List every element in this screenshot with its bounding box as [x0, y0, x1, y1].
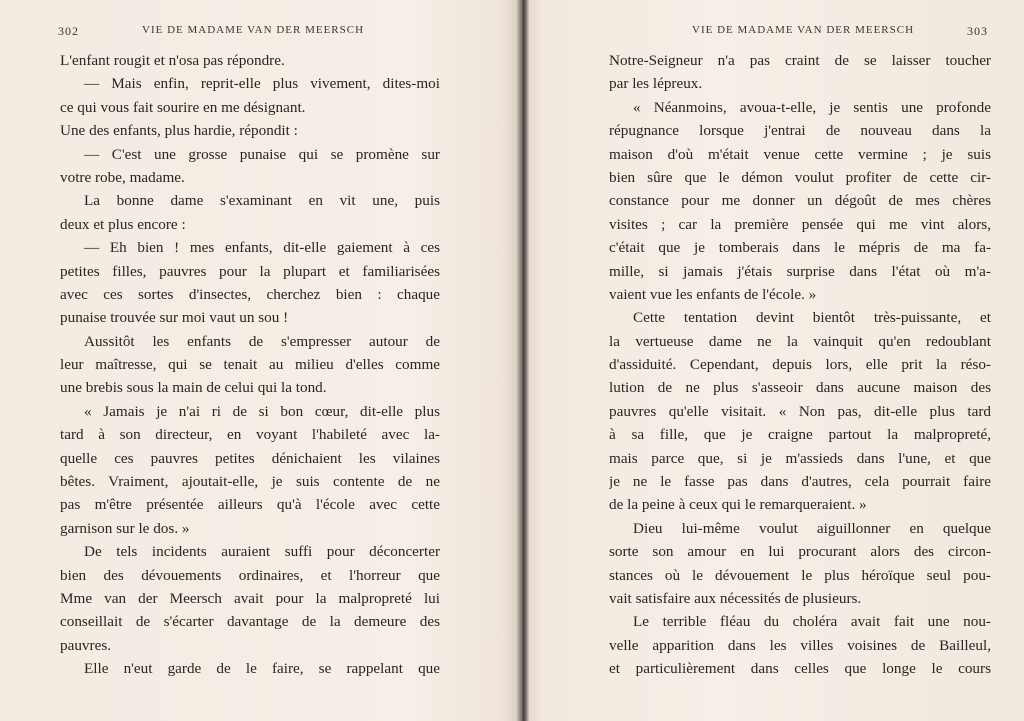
text-line: votre robe, madame.: [60, 168, 185, 186]
text-line: maison d'où m'était venue cette vermine ; je suis: [609, 145, 991, 163]
text-line: ce qui vous fait sourire en me désignant.: [60, 98, 306, 116]
text-line: garnison sur le dos. »: [60, 519, 190, 537]
text-line: constance pour me donner un dégoût de mes chères: [609, 192, 991, 210]
text-line: la vertueuse dame ne la vainquit qu'en redoublant: [609, 332, 991, 350]
book-gutter: [517, 0, 529, 721]
right-page: [529, 0, 1024, 721]
left-page-number: 302: [58, 24, 79, 38]
text-line: « Jamais je n'ai ri de si bon cœur, dit-elle plus: [84, 402, 440, 420]
text-line: lution de ne plus s'asseoir dans aucune maison des: [609, 379, 991, 397]
text-line: une brebis sous la main de celui qui la tond.: [60, 379, 327, 397]
text-line: sorte son amour en lui procurant alors des circon-: [609, 543, 991, 561]
text-line: répugnance lorsque j'entrai de nouveau dans la: [609, 122, 991, 140]
text-line: et particulièrement dans celles que longe le cours: [609, 660, 991, 678]
right-running-head-title: VIE DE MADAME VAN DER MEERSCH: [692, 24, 915, 36]
left-running-head: [58, 24, 436, 42]
text-line: pas m'être présentée ailleurs qu'à l'école avec cette: [60, 496, 440, 514]
text-line: Une des enfants, plus hardie, répondit :: [60, 122, 298, 140]
text-line: bêtes. Vraiment, ajoutait-elle, je suis contente de ne: [60, 473, 440, 491]
text-line: à sa fille, que je craigne partout la malpropreté,: [609, 426, 991, 444]
text-line: vaient vue les enfants de l'école. »: [609, 285, 817, 303]
text-line: quelle ces pauvres petites dénichaient les vilaines: [60, 449, 440, 467]
text-line: De tels incidents auraient suffi pour déconcerter: [84, 543, 440, 561]
text-line: Mme van der Meersch avait pour la malpropreté lui: [60, 589, 440, 607]
text-line: mille, si jamais j'étais surprise dans l'état où m'a-: [609, 262, 991, 280]
text-line: c'était que je tomberais dans le mépris de ma fa-: [609, 239, 991, 257]
right-page-text: [609, 49, 991, 681]
text-line: par les lépreux.: [609, 75, 703, 93]
text-line: — Mais enfin, reprit-elle plus vivement, dites-moi: [84, 75, 440, 93]
text-line: stances où le dévouement le plus héroïque seul pou-: [609, 566, 991, 584]
right-running-head: [692, 24, 988, 42]
text-line: punaise trouvée sur moi vaut un sou !: [60, 309, 289, 327]
text-line: Le terrible fléau du choléra avait fait une nou-: [633, 613, 991, 631]
text-line: La bonne dame s'examinant en vit une, puis: [84, 192, 440, 210]
text-line: de la peine à ceux qui le remarqueraient. »: [609, 496, 867, 514]
text-line: bien sûre que le démon voulut profiter de cette cir-: [609, 168, 991, 186]
text-line: petites filles, pauvres pour la plupart et familiarisées: [60, 262, 440, 280]
text-line: je ne le fasse pas dans d'autres, cela pourrait faire: [609, 473, 991, 491]
text-line: pauvres.: [60, 636, 112, 654]
text-line: deux et plus encore :: [60, 215, 186, 233]
text-line: Cette tentation devint bientôt très-puissante, et: [633, 309, 991, 327]
text-line: — C'est une grosse punaise qui se promène sur: [84, 145, 440, 163]
text-line: Dieu lui-même voulut aiguillonner en quelque: [633, 519, 991, 537]
left-page-text: [60, 49, 440, 681]
text-line: tard à son directeur, en voyant l'habileté avec la-: [60, 426, 440, 444]
text-line: « Néanmoins, avoua-t-elle, je sentis une profonde: [633, 98, 991, 116]
text-line: Elle n'eut garde de le faire, se rappelant que: [84, 660, 440, 678]
text-line: conseillait de s'écarter davantage de la demeure des: [60, 613, 440, 631]
text-line: bien des dévouements ordinaires, et l'horreur que: [60, 566, 440, 584]
text-line: Aussitôt les enfants de s'empresser autour de: [84, 332, 440, 350]
text-line: L'enfant rougit et n'osa pas répondre.: [60, 52, 285, 69]
text-line: Notre-Seigneur n'a pas craint de se laisser toucher: [609, 52, 991, 69]
right-page-number: 303: [967, 24, 988, 38]
text-line: leur maîtresse, qui se tenait au milieu d'elles comme: [60, 356, 440, 374]
text-line: d'assiduité. Cependant, depuis lors, elle prit la réso-: [609, 356, 991, 374]
text-line: visites ; car la première pensée qui me vint alors,: [609, 215, 991, 233]
text-line: velle apparition dans les villes voisines de Bailleul,: [609, 636, 991, 654]
text-line: vait satisfaire aux nécessités de plusieurs.: [609, 589, 862, 607]
left-running-head-title: VIE DE MADAME VAN DER MEERSCH: [142, 24, 365, 36]
text-line: mais parce que, si je m'assieds dans l'une, et que: [609, 449, 991, 467]
text-line: — Eh bien ! mes enfants, dit-elle gaiement à ces: [84, 239, 440, 257]
text-line: pauvres qu'elle visitait. « Non pas, dit-elle plus tard: [609, 402, 991, 420]
text-line: avec ces sortes d'insectes, cherchez bien : chaque: [60, 285, 440, 303]
